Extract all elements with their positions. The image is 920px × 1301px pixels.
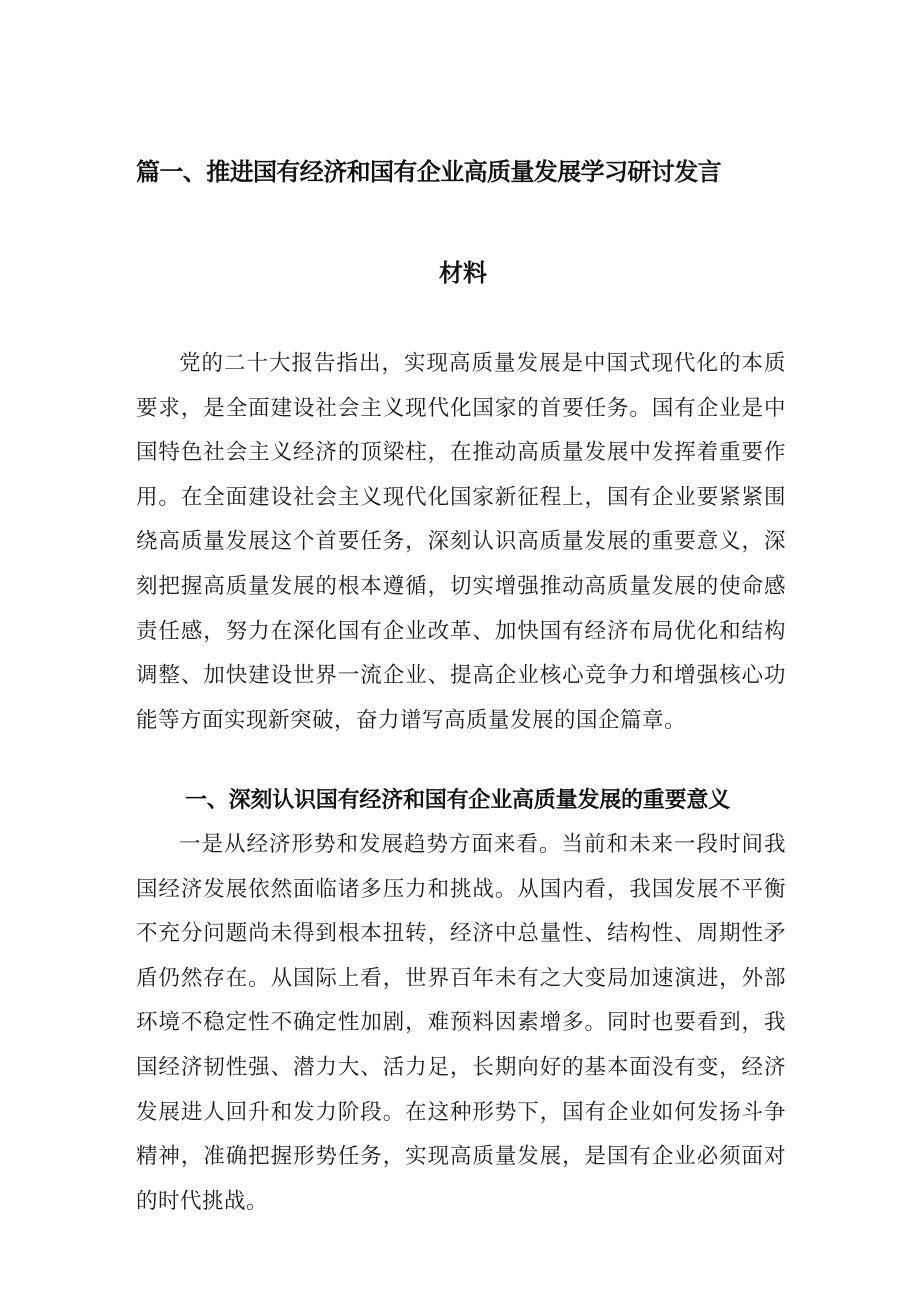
document-title-line-1: 篇一、推进国有经济和国有企业高质量发展学习研讨发言 [136,158,721,186]
section-heading-1: 一、深刻认识国有经济和国有企业高质量发展的重要意义 [185,788,731,813]
intro-paragraph: 党的二十大报告指出，实现高质量发展是中国式现代化的本质要求，是全面建设社会主义现代化国家的首要任务。国有企业是中国特色社会主义经济的顶梁柱，在推动高质量发展中发挥着重要作用。在全面建设社会主义现代化国家新征程上，国有企业要紧紧围绕高质量发展这个首要任务，深刻认识高质量发展的重要意义，深刻把握高质量发展的根本遵循，切实增强推动高质量发展的使命感责任感，努力在深化国有企业改革、加快国有经济布局优化和结构调整、加快建设世界一流企业、提高企业核心竞争力和增强核心功能等方面实现新突破，奋力谱写高质量发展的国企篇章。 [136,351,786,733]
section-1-paragraph-1: 一是从经济形势和发展趋势方面来看。当前和未来一段时间我国经济发展依然面临诸多压力和挑战。从国内看，我国发展不平衡不充分问题尚未得到根本扭转，经济中总量性、结构性、周期性矛盾仍然存在。从国际上看，世界百年未有之大变局加速演进，外部环境不稳定性不确定性加剧，难预料因素增多。同时也要看到，我国经济韧性强、潜力大、活力足，长期向好的基本面没有变，经济发展进人回升和发力阶段。在这种形势下，国有企业如何发扬斗争精神，准确把握形势任务，实现高质量发展，是国有企业必须面对的时代挑战。 [136,832,786,1214]
document-title-line-2: 材料 [439,259,487,287]
